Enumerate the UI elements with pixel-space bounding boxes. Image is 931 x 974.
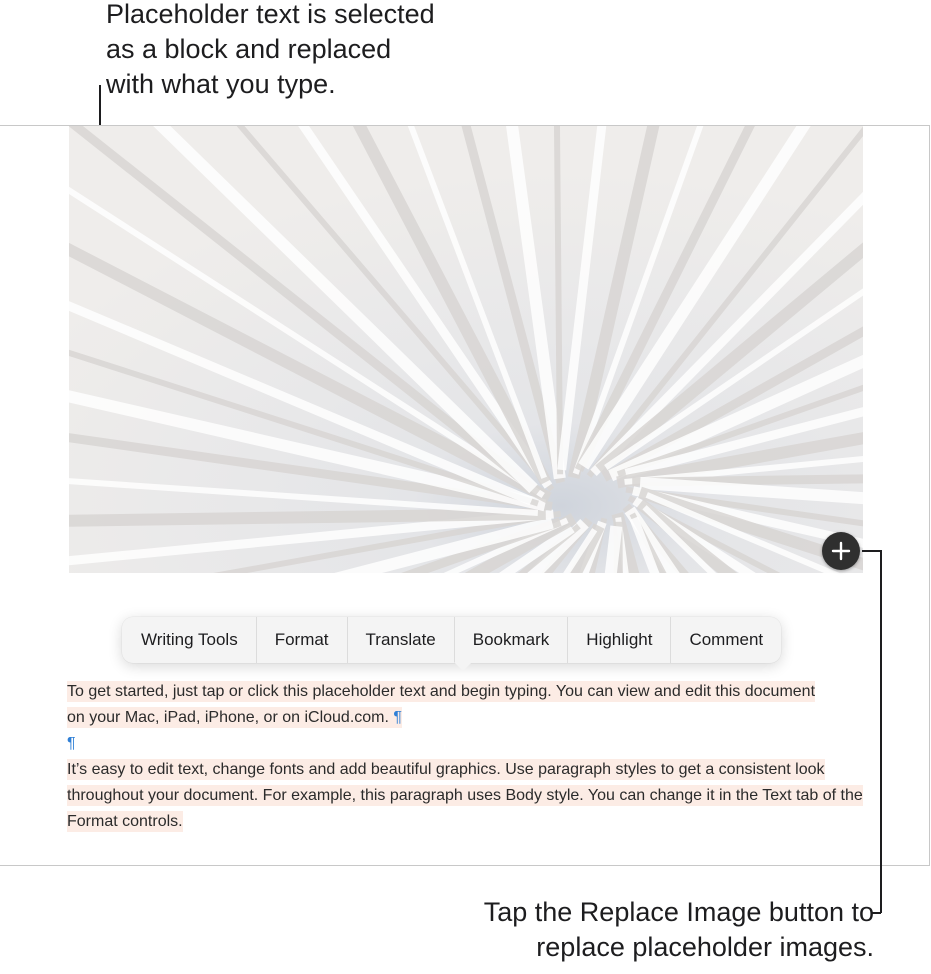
paragraph-mark: ¶ — [393, 709, 402, 726]
replace-image-button[interactable] — [822, 532, 860, 570]
menu-item-format[interactable]: Format — [256, 617, 347, 663]
menu-item-highlight[interactable]: Highlight — [567, 617, 670, 663]
empty-paragraph[interactable] — [67, 731, 76, 757]
menu-item-writing-tools[interactable]: Writing Tools — [141, 630, 238, 649]
paragraph-2-text: It’s easy to edit text, change fonts and add beautiful graphics. Use paragraph styles to get a consistent look throughout your document. For example, this paragraph uses Body style. You can change it in the Text tab of the Format controls. — [67, 761, 863, 830]
menu-pointer-arrow — [454, 662, 472, 671]
abstract-spiral-architecture-image — [69, 126, 863, 573]
plus-icon — [822, 532, 860, 570]
placeholder-paragraph-1[interactable] — [67, 679, 827, 731]
menu-item-translate[interactable]: Translate — [347, 617, 454, 663]
paragraph-1-text: To get started, just tap or click this placeholder text and begin typing. You can view and edit this document on your Mac, iPad, iPhone, or on iCloud.com. — [67, 683, 816, 726]
callout-replace-image: Tap the Replace Image button to replace placeholder images. — [483, 897, 874, 962]
menu-item-bookmark[interactable]: Bookmark — [454, 617, 568, 663]
placeholder-paragraph-2[interactable] — [67, 757, 867, 835]
callout-leader-line-bottom-h — [862, 550, 881, 552]
text-context-menu — [122, 617, 781, 663]
menu-item-comment[interactable]: Comment — [670, 617, 781, 663]
callout-placeholder-text: Placeholder text is selected as a block and replaced with what you type. — [106, 0, 435, 99]
paragraph-mark: ¶ — [67, 735, 76, 752]
callout-leader-line-bottom-v — [880, 550, 882, 913]
placeholder-image[interactable] — [69, 126, 863, 573]
